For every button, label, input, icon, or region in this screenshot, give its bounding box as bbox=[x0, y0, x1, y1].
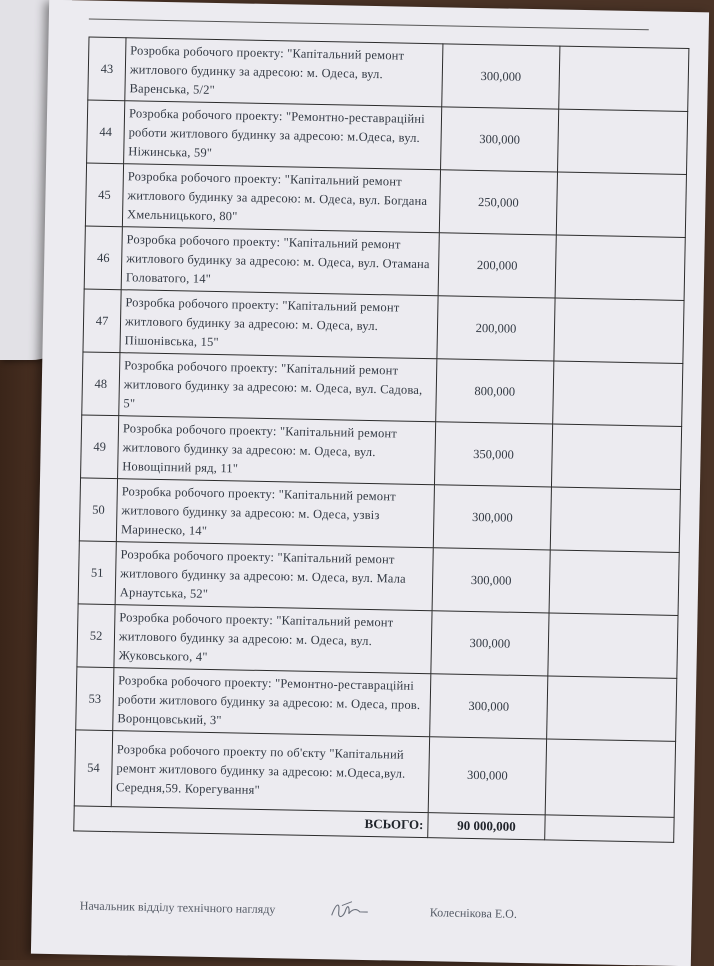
row-amount: 800,000 bbox=[436, 359, 554, 424]
signature-footer bbox=[80, 899, 640, 932]
table-row bbox=[77, 604, 678, 679]
row-number: 49 bbox=[81, 415, 119, 479]
table-row bbox=[78, 541, 679, 616]
table-row bbox=[81, 415, 682, 490]
row-number: 51 bbox=[78, 541, 116, 605]
row-description: Розробка робочого проекту: "Капітальний ремонт житлового будинку за адресою: м. Одеса, вул. Отамана Головатого, 14" bbox=[121, 227, 439, 296]
row-number: 43 bbox=[88, 37, 126, 101]
row-amount: 200,000 bbox=[437, 296, 555, 361]
row-number: 45 bbox=[85, 163, 123, 227]
row-description: Розробка робочого проекту: "Капітальний ремонт житлового будинку за адресою: м. Одеса, узвіз Маринеско, 14" bbox=[116, 479, 434, 548]
estimate-table bbox=[73, 37, 689, 843]
table-row bbox=[79, 478, 680, 553]
row-number: 52 bbox=[77, 604, 115, 668]
signer-position: Начальник відділу технічного нагляду bbox=[79, 898, 276, 917]
signer-name: Колесніковa Е.О. bbox=[429, 905, 518, 921]
row-description: Розробка робочого проекту: "Капітальний ремонт житлового будинку за адресою: м. Одеса, вул. Богдана Хмельницького, 80" bbox=[122, 164, 440, 233]
row-amount: 250,000 bbox=[439, 170, 557, 235]
table-row bbox=[74, 730, 675, 818]
handwritten-signature bbox=[330, 897, 370, 924]
row-empty-cell bbox=[553, 361, 683, 426]
table-row bbox=[87, 100, 688, 175]
table-row bbox=[88, 37, 689, 112]
row-description: Розробка робочого проекту: "Ремонтно-реставраційні роботи житлового будинку за адресою: м. Одеса, пров. Воронцовський, 3" bbox=[113, 668, 431, 737]
row-description: Розробка робочого проекту: "Капітальний ремонт житлового будинку за адресою: м. Одеса, вул. Новощіпний ряд, 11" bbox=[118, 416, 436, 485]
row-amount: 300,000 bbox=[428, 737, 546, 815]
top-rule bbox=[89, 19, 649, 31]
row-number: 46 bbox=[84, 226, 122, 290]
document-page bbox=[31, 0, 709, 966]
row-empty-cell bbox=[555, 235, 685, 300]
table-row bbox=[83, 289, 684, 364]
row-empty-cell bbox=[549, 550, 679, 615]
row-description: Розробка робочого проекту: "Капітальний ремонт житлового будинку за адресою: м. Одеса, вул. Варенська, 5/2" bbox=[125, 38, 443, 107]
row-description: Розробка робочого проекту по об'єкту "Капітальний ремонт житлового будинку за адресою: м.Одеса,вул. Середня,59. Корегування" bbox=[111, 731, 429, 813]
estimate-table-body bbox=[74, 37, 689, 842]
table-row bbox=[84, 226, 685, 301]
row-empty-cell bbox=[554, 298, 684, 363]
row-empty-cell bbox=[556, 172, 686, 237]
row-number: 53 bbox=[76, 667, 114, 731]
table-row bbox=[82, 352, 683, 427]
row-amount: 300,000 bbox=[430, 674, 548, 739]
row-number: 48 bbox=[82, 352, 120, 416]
row-number: 47 bbox=[83, 289, 121, 353]
row-number: 44 bbox=[87, 100, 125, 164]
row-empty-cell bbox=[547, 676, 677, 741]
row-empty-cell bbox=[550, 487, 680, 552]
table-row bbox=[76, 667, 677, 742]
row-empty-cell bbox=[551, 424, 681, 489]
row-description: Розробка робочого проекту: "Капітальний ремонт житлового будинку за адресою: м. Одеса, вул. Пішонівська, 15" bbox=[120, 290, 438, 359]
total-value: 90 000,000 bbox=[428, 813, 545, 840]
row-number: 54 bbox=[74, 730, 112, 807]
row-amount: 300,000 bbox=[432, 548, 550, 613]
row-empty-cell bbox=[558, 109, 688, 174]
total-empty-cell bbox=[545, 815, 674, 842]
row-description: Розробка робочого проекту: "Капітальний ремонт житлового будинку за адресою: м. Одеса, вул. Садова, 5" bbox=[119, 353, 437, 422]
row-amount: 350,000 bbox=[434, 422, 552, 487]
row-number: 50 bbox=[79, 478, 117, 542]
row-description: Розробка робочого проекту: "Капітальний ремонт житлового будинку за адресою: м. Одеса, вул. Мала Арнаутська, 52" bbox=[115, 542, 433, 611]
table-row bbox=[85, 163, 686, 238]
row-empty-cell bbox=[559, 46, 689, 111]
row-amount: 300,000 bbox=[441, 107, 559, 172]
row-amount: 300,000 bbox=[442, 44, 560, 109]
row-description: Розробка робочого проекту: "Капітальний ремонт житлового будинку за адресою: м. Одеса, вул. Жуковського, 4" bbox=[114, 605, 432, 674]
row-empty-cell bbox=[545, 739, 675, 817]
row-description: Розробка робочого проекту: "Ремонтно-реставраційні роботи житлового будинку за адресою: м.Одеса, вул. Ніжинська, 59" bbox=[124, 101, 442, 170]
row-empty-cell bbox=[548, 613, 678, 678]
row-amount: 200,000 bbox=[438, 233, 556, 298]
row-amount: 300,000 bbox=[431, 611, 549, 676]
row-amount: 300,000 bbox=[433, 485, 551, 550]
total-label: ВСЬОГО: bbox=[74, 806, 428, 838]
